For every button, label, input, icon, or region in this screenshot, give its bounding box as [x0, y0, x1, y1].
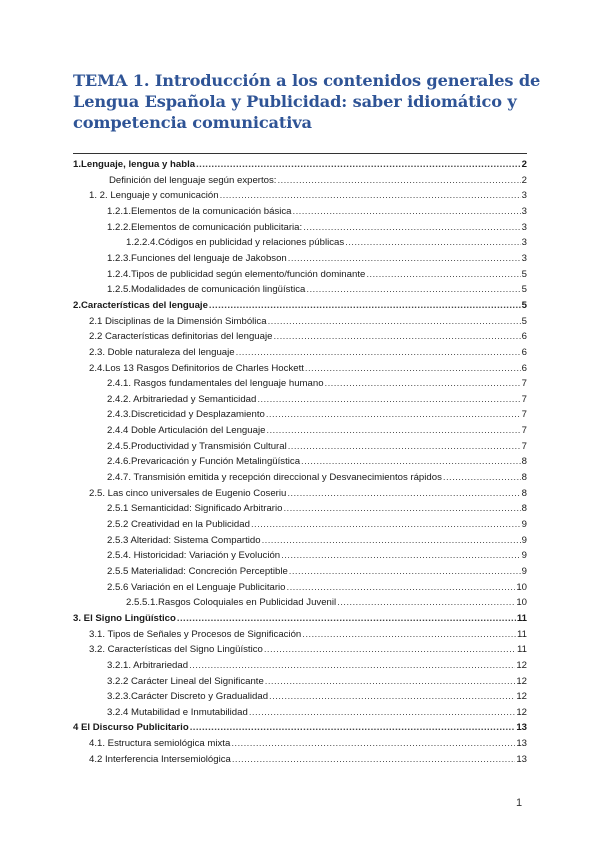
toc-entry[interactable] [73, 328, 527, 343]
toc-dot-leader [220, 190, 521, 202]
toc-entry[interactable] [73, 297, 527, 312]
toc-dot-leader [325, 378, 521, 390]
toc-entry-label: 2.1 Disciplinas de la Dimensión Simbólica [89, 315, 267, 327]
toc-entry[interactable] [73, 547, 527, 562]
toc-entry-page: 8 [521, 487, 527, 499]
toc-entry-page: 8 [521, 456, 527, 468]
toc-entry[interactable] [73, 657, 527, 672]
toc-dot-leader [303, 222, 520, 234]
toc-entry-label: 2.4.1. Rasgos fundamentales del lenguaje humano [107, 378, 324, 390]
toc-entry[interactable] [73, 172, 527, 187]
toc-dot-leader [302, 629, 516, 641]
toc-entry-label: 1.Lenguaje, lengua y habla [73, 159, 196, 170]
toc-entry-page: 5 [521, 299, 527, 311]
toc-entry-label: 4.2 Interferencia Intersemiológica [89, 753, 231, 765]
toc-entry-page: 12 [516, 675, 527, 687]
toc-entry[interactable] [73, 281, 527, 296]
toc-entry[interactable] [73, 532, 527, 547]
toc-entry-page: 11 [517, 644, 527, 656]
toc-entry-page: 7 [521, 378, 527, 390]
toc-entry-label: 3.1. Tipos de Señales y Procesos de Significación [89, 628, 302, 640]
toc-entry[interactable] [73, 704, 527, 719]
toc-entry[interactable] [73, 406, 527, 421]
toc-entry-label: 2.4.3.Discreticidad y Desplazamiento [107, 409, 265, 421]
toc-entry[interactable] [73, 610, 527, 625]
toc-entry[interactable] [73, 391, 527, 406]
toc-entry-page: 5 [521, 284, 527, 296]
toc-dot-leader [293, 206, 521, 218]
toc-entry-page: 10 [516, 597, 527, 609]
toc-entry-page: 13 [516, 722, 527, 734]
toc-dot-leader [273, 331, 520, 343]
toc-dot-leader [301, 456, 521, 468]
toc-dot-leader [269, 691, 515, 703]
toc-entry-label: 2.5.5 Materialidad: Concreción Perceptible [107, 565, 288, 577]
toc-entry-page: 7 [521, 393, 527, 405]
toc-entry[interactable] [73, 673, 527, 688]
page-number: 1 [516, 797, 523, 809]
toc-entry[interactable] [73, 250, 527, 265]
toc-entry[interactable] [73, 234, 527, 249]
toc-entry-page: 5 [521, 268, 527, 280]
toc-entry-label: 2.4.Los 13 Rasgos Definitorios de Charles Hockett [89, 362, 304, 374]
toc-dot-leader [281, 550, 521, 562]
toc-entry[interactable] [73, 500, 527, 515]
toc-entry-page: 5 [521, 315, 527, 327]
toc-entry-page: 2 [521, 159, 527, 170]
toc-entry[interactable] [73, 563, 527, 578]
toc-entry-page: 12 [516, 691, 527, 703]
toc-dot-leader [232, 754, 515, 766]
toc-dot-leader [268, 316, 521, 328]
toc-entry-page: 7 [521, 409, 527, 421]
toc-entry-label: 2.5.1 Semanticidad: Significado Arbitrario [107, 503, 283, 515]
toc-dot-leader [306, 284, 520, 296]
toc-dot-leader [287, 488, 520, 500]
toc-entry[interactable] [73, 156, 527, 171]
toc-entry[interactable] [73, 453, 527, 468]
toc-dot-leader [251, 519, 521, 531]
toc-dot-leader [289, 566, 521, 578]
toc-entry-label: 1.2.1.Elementos de la comunicación básica [107, 206, 292, 217]
toc-entry[interactable] [73, 203, 527, 218]
toc-dot-leader [266, 409, 521, 421]
toc-dot-leader [257, 394, 520, 406]
toc-entry[interactable] [73, 469, 527, 484]
toc-entry-label: 2.5.2 Creatividad en la Publicidad [107, 518, 250, 530]
toc-entry-label: 3.2.1. Arbitrariedad [107, 659, 189, 671]
toc-entry-page: 8 [521, 503, 527, 515]
toc-entry-label: 2.Características del lenguaje [73, 299, 208, 311]
toc-entry-label: 3.2.2 Carácter Lineal del Significante [107, 675, 264, 687]
toc-entry[interactable] [73, 594, 527, 609]
toc-entry-label: 2.5.4. Historicidad: Variación y Evolución [107, 550, 281, 562]
toc-entry-label: 1. 2. Lenguaje y comunicación [89, 190, 219, 202]
toc-entry-label: 2.4.6.Prevaricación y Función Metalingüística [107, 456, 301, 468]
toc-entry[interactable] [73, 344, 527, 359]
toc-dot-leader [288, 253, 521, 265]
toc-entry-page: 7 [521, 440, 527, 452]
toc-entry-label: 3.2. Características del Signo Lingüístico [89, 644, 263, 656]
toc-entry-label: 3.2.4 Mutabilidad e Inmutabilidad [107, 706, 248, 718]
toc-dot-leader [264, 644, 516, 656]
toc-dot-leader [231, 738, 515, 750]
toc-entry[interactable] [73, 579, 527, 594]
toc-entry[interactable] [73, 219, 527, 234]
toc-entry[interactable] [73, 313, 527, 328]
toc-entry-label: 2.5.6 Variación en el Lenguaje Publicitario [107, 581, 286, 593]
toc-dot-leader [262, 535, 521, 547]
toc-dot-leader [305, 363, 521, 375]
toc-entry-label: 1.2.2.Elementos de comunicación publicitaria: [107, 221, 303, 233]
toc-dot-leader [190, 722, 516, 734]
toc-entry-page: 12 [516, 706, 527, 718]
toc-dot-leader [196, 159, 521, 171]
toc-dot-leader [283, 503, 520, 515]
toc-entry-page: 9 [521, 534, 527, 546]
toc-entry-label: 4.1. Estructura semiológica mixta [89, 738, 231, 750]
toc-entry-label: 2.2 Características definitorias del lenguaje [89, 331, 273, 343]
toc-entry-label: 2.3. Doble naturaleza del lenguaje [89, 346, 235, 358]
toc-entry-page: 9 [521, 550, 527, 562]
toc-entry-page: 11 [517, 628, 527, 640]
toc-entry[interactable] [73, 438, 527, 453]
toc-entry-page: 13 [516, 738, 527, 750]
toc-entry-page: 3 [521, 221, 527, 233]
toc-entry-label: 2.4.5.Productividad y Transmisión Cultural [107, 440, 287, 452]
toc-entry-page: 11 [516, 612, 527, 624]
table-of-contents [73, 153, 527, 765]
toc-entry-page: 10 [516, 581, 527, 593]
toc-entry-label: 4 El Discurso Publicitario [73, 722, 189, 734]
toc-entry-page: 6 [521, 346, 527, 358]
toc-entry[interactable] [73, 375, 527, 390]
toc-dot-leader [337, 597, 515, 609]
toc-entry[interactable] [73, 641, 527, 656]
toc-entry-page: 13 [516, 753, 527, 765]
toc-entry[interactable] [73, 626, 527, 641]
toc-entry[interactable] [73, 485, 527, 500]
toc-dot-leader [177, 613, 516, 625]
toc-entry-page: 7 [521, 425, 527, 437]
toc-entry-page: 3 [521, 206, 527, 217]
toc-entry-label: 1.2.4.Tipos de publicidad según elemento/función dominante [107, 268, 366, 280]
toc-dot-leader [236, 347, 521, 359]
toc-entry-label: 1.2.3.Funciones del lenguaje de Jakobson [107, 252, 287, 264]
toc-dot-leader [266, 425, 520, 437]
toc-dot-leader [277, 175, 520, 187]
toc-entry[interactable] [73, 735, 527, 750]
toc-entry-label: 2.5.3 Alteridad: Sistema Compartido [107, 534, 261, 546]
toc-entry-page: 2 [521, 174, 527, 186]
toc-entry-label: 3.2.3.Carácter Discreto y Gradualidad [107, 691, 269, 703]
toc-entry[interactable] [73, 422, 527, 437]
toc-dot-leader [288, 441, 521, 453]
toc-entry-label: 1.2.5.Modalidades de comunicación lingüística [107, 284, 306, 296]
toc-entry[interactable] [73, 688, 527, 703]
toc-entry[interactable] [73, 266, 527, 281]
toc-dot-leader [265, 676, 516, 688]
toc-entry-page: 9 [521, 518, 527, 530]
toc-entry-label: 2.5. Las cinco universales de Eugenio Coseriu [89, 487, 287, 499]
toc-entry-page: 8 [521, 472, 527, 483]
toc-entry-page: 9 [521, 565, 527, 577]
toc-dot-leader [345, 237, 521, 249]
toc-entry-page: 6 [521, 362, 527, 374]
toc-entry-label: Definición del lenguaje según expertos: [109, 174, 277, 186]
document-title: TEMA 1. Introducción a los contenidos generales de Lengua Española y Publicidad: saber idiomático y competencia comunicativa [73, 71, 541, 132]
toc-entry-page: 3 [521, 237, 527, 249]
toc-entry-label: 2.4.2. Arbitrariedad y Semanticidad [107, 393, 257, 405]
toc-dot-leader [443, 472, 521, 484]
toc-dot-leader [189, 660, 515, 672]
toc-entry-page: 6 [521, 331, 527, 343]
toc-entry-label: 2.4.4 Doble Articulación del Lenguaje [107, 425, 266, 437]
toc-entry[interactable] [73, 187, 527, 202]
toc-entry[interactable] [73, 751, 527, 766]
toc-dot-leader [366, 269, 520, 281]
toc-entry[interactable] [73, 516, 527, 531]
toc-entry-label: 2.4.7. Transmisión emitida y recepción direccional y Desvanecimientos rápidos [107, 472, 442, 483]
toc-entry[interactable] [73, 719, 527, 734]
toc-entry[interactable] [73, 360, 527, 375]
toc-dot-leader [287, 582, 516, 594]
toc-entry-label: 1.2.2.4.Códigos en publicidad y relaciones públicas [126, 237, 345, 249]
toc-entry-page: 3 [521, 252, 527, 264]
toc-entry-page: 12 [516, 659, 527, 671]
toc-entry-label: 2.5.5.1.Rasgos Coloquiales en Publicidad Juvenil [126, 597, 337, 609]
toc-entry-page: 3 [521, 190, 527, 202]
toc-entry-label: 3. El Signo Lingüístico [73, 612, 176, 624]
toc-dot-leader [209, 300, 521, 312]
toc-dot-leader [249, 707, 516, 719]
